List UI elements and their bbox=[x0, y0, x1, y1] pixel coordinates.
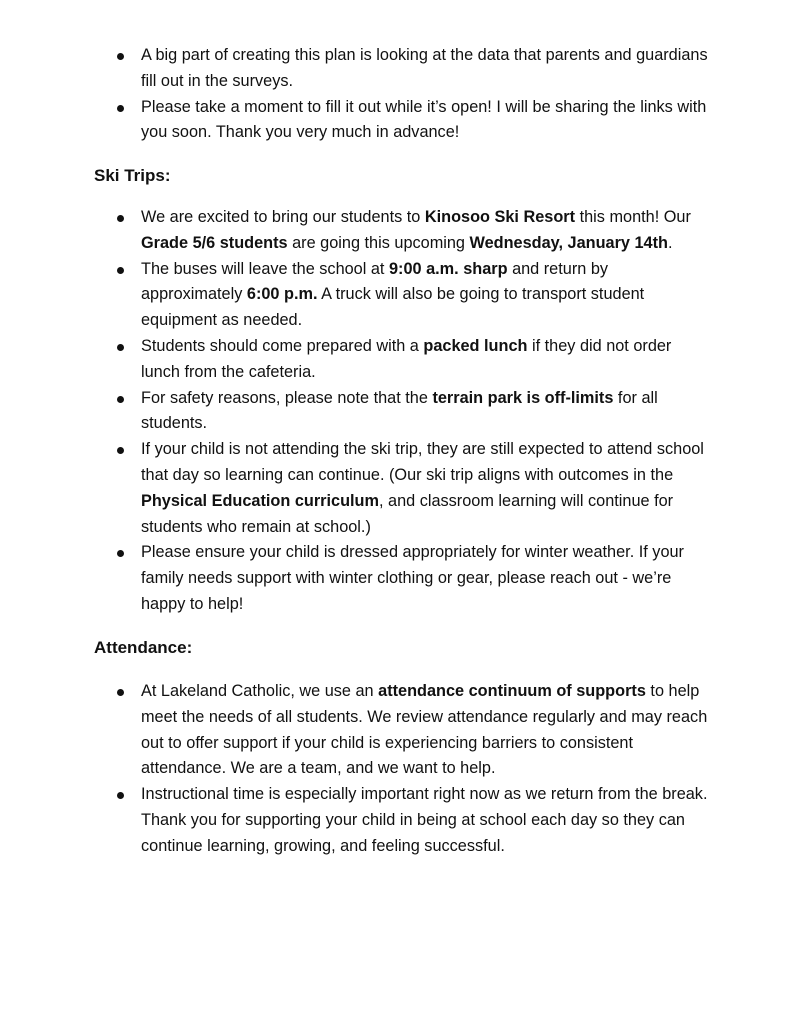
attendance-heading: Attendance: bbox=[94, 638, 193, 657]
ski-bullet-2-text: The buses will leave the school at bbox=[141, 259, 389, 278]
ski-trips-heading: Ski Trips: bbox=[94, 166, 171, 185]
survey-list bbox=[0, 43, 793, 146]
curriculum-name: Physical Education curriculum bbox=[141, 491, 379, 510]
survey-bullet-1: A big part of creating this plan is looking at the data that parents and guardians fill out in the surveys. bbox=[0, 43, 793, 95]
ski-bullet-1-text: We are excited to bring our students to bbox=[141, 208, 425, 226]
ski-bullet-2 bbox=[0, 257, 793, 334]
attendance-supports: attendance continuum of supports bbox=[378, 682, 646, 700]
ski-bullet-1-text: are going this upcoming bbox=[287, 233, 470, 252]
attendance-bullet-1 bbox=[0, 679, 793, 782]
ski-bullet-1-text: this month! Our bbox=[575, 208, 691, 226]
departure-time: 9:00 a.m. sharp bbox=[388, 259, 508, 278]
ski-bullet-5-text: , and classroom learning will continue for students who remain at school.) bbox=[141, 491, 674, 536]
ski-bullet-1 bbox=[0, 205, 793, 257]
survey-bullet-2: Please take a moment to fill it out while it’s open! I will be sharing the links with you soon. Thank you very much in advance! bbox=[0, 95, 793, 147]
attendance-bullet-1-text: to help meet the needs of all students. We review attendance regularly and may reach out to offer support if your child is experiencing barriers to consistent attendance. We are a team, and we want to help. bbox=[141, 682, 708, 778]
return-time: 6:00 p.m. bbox=[246, 285, 318, 304]
ski-bullet-6: Please ensure your child is dressed appropriately for winter weather. If your family needs support with winter clothing or gear, please reach out - we’re happy to help! bbox=[0, 540, 793, 617]
packed-lunch: packed lunch bbox=[423, 336, 528, 355]
ski-bullet-3-text: Students should come prepared with a bbox=[141, 336, 424, 355]
ski-bullet-2-text: A truck will also be going to transport student equipment as needed. bbox=[141, 285, 645, 330]
terrain-park-notice: terrain park is off-limits bbox=[432, 388, 614, 407]
ski-resort-name: Kinosoo Ski Resort bbox=[424, 208, 576, 226]
attendance-bullet-1-text: At Lakeland Catholic, we use an bbox=[141, 682, 379, 700]
grade-group: Grade 5/6 students bbox=[141, 233, 288, 252]
ski-bullet-4 bbox=[0, 386, 793, 438]
ski-bullet-4-text: for all students. bbox=[141, 388, 658, 433]
ski-bullet-1-text: . bbox=[667, 233, 673, 252]
ski-bullet-3-text: if they did not order lunch from the cafeteria. bbox=[141, 336, 672, 381]
ski-bullet-2-text: and return by approximately bbox=[141, 259, 609, 304]
attendance-list bbox=[0, 679, 793, 860]
attendance-bullet-2: Instructional time is especially important right now as we return from the break. Thank you for supporting your child in being at school each day so they can continue learning, growing, and feeling successful. bbox=[0, 782, 793, 859]
trip-date: Wednesday, January 14th bbox=[469, 233, 668, 252]
ski-bullet-5 bbox=[0, 437, 793, 540]
ski-bullet-3 bbox=[0, 334, 793, 386]
ski-trips-list bbox=[0, 205, 793, 618]
ski-bullet-5-text: If your child is not attending the ski trip, they are still expected to attend school that day so learning can continue. (Our ski trip aligns with outcomes in the bbox=[141, 440, 704, 484]
ski-bullet-4-text: For safety reasons, please note that the bbox=[141, 388, 433, 407]
